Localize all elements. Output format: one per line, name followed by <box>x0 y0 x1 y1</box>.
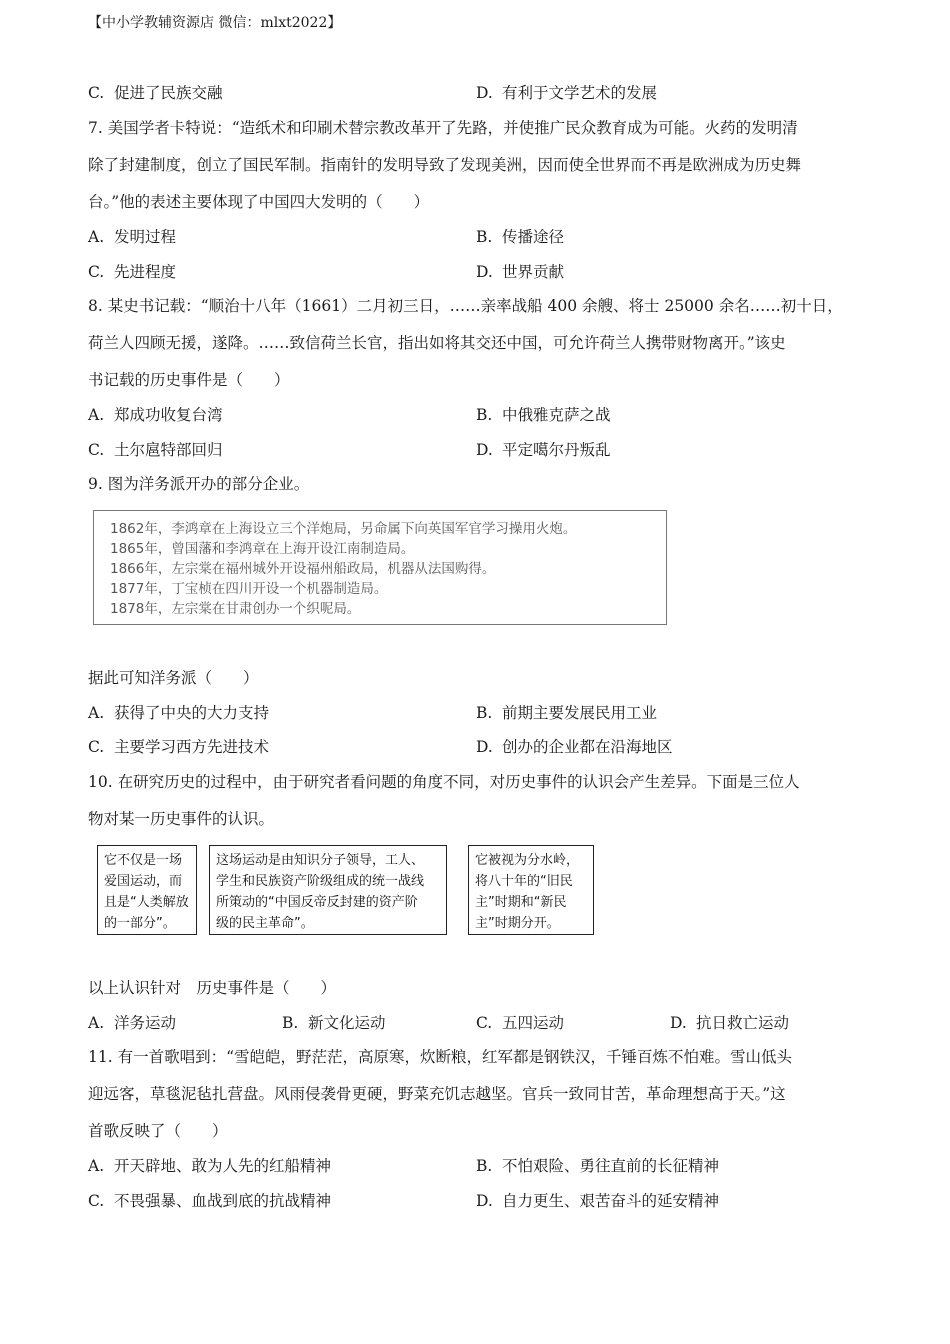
q7-option-c[interactable]: C. 先进程度 <box>88 263 177 281</box>
table-row: 1878年，左宗棠在甘肃创办一个织呢局。 <box>110 601 361 617</box>
q7-stem-line: 7. 美国学者卡特说：“造纸术和印刷术替宗教改革开了先路，并使推广民众教育成为可能。火药的发明清 <box>88 119 798 137</box>
q11-option-c[interactable]: C. 不畏强暴、血战到底的抗战精神 <box>88 1192 332 1210</box>
q8-option-d[interactable]: D. 平定噶尔丹叛乱 <box>476 441 611 459</box>
q9-stem: 9. 图为洋务派开办的部分企业。 <box>88 475 310 493</box>
q7-option-d[interactable]: D. 世界贡献 <box>476 263 565 281</box>
q11-option-b[interactable]: B. 不怕艰险、勇往直前的长征精神 <box>476 1157 720 1175</box>
q10-option-a[interactable]: A. 洋务运动 <box>88 1014 177 1032</box>
q6-option-d[interactable]: D. 有利于文学艺术的发展 <box>476 84 658 102</box>
q8-option-b[interactable]: B. 中俄雅克萨之战 <box>476 406 611 424</box>
q11-option-d[interactable]: D. 自力更生、艰苦奋斗的延安精神 <box>476 1192 720 1210</box>
q8-stem-line: 荷兰人四顾无援，遂降。……致信荷兰长官，指出如将其交还中国，可允许荷兰人携带财物离开。”该史 <box>88 334 786 352</box>
q10-view-box-3: 它被视为分水岭， 将八十年的“旧民 主”时期和“新民 主”时期分开。 <box>468 845 594 935</box>
q9-option-b[interactable]: B. 前期主要发展民用工业 <box>476 704 658 722</box>
q10-stem-line: 10. 在研究历史的过程中，由于研究者看问题的角度不同，对历史事件的认识会产生差异。下面是三位人 <box>88 773 800 791</box>
q10-option-b[interactable]: B. 新文化运动 <box>282 1014 386 1032</box>
q11-option-a[interactable]: A. 开天辟地、敢为人先的红船精神 <box>88 1157 332 1175</box>
q11-stem-line: 首歌反映了（ ） <box>88 1122 228 1140</box>
q7-option-b[interactable]: B. 传播途径 <box>476 228 565 246</box>
q9-option-d[interactable]: D. 创办的企业都在沿海地区 <box>476 738 673 756</box>
q9-enterprise-table <box>93 510 667 625</box>
q7-option-a[interactable]: A. 发明过程 <box>88 228 177 246</box>
table-row: 1865年，曾国藩和李鸿章在上海开设江南制造局。 <box>110 541 415 557</box>
q11-stem-line: 迎远客，草毯泥毡扎营盘。风雨侵袭骨更硬，野菜充饥志越坚。官兵一致同甘苦，革命理想高于天。”这 <box>88 1085 786 1103</box>
q7-stem-line: 除了封建制度，创立了国民军制。指南针的发明导致了发现美洲，因而使全世界而不再是欧洲成为历史舞 <box>88 156 802 174</box>
q9-question: 据此可知洋务派（ ） <box>88 669 259 687</box>
q9-option-a[interactable]: A. 获得了中央的大力支持 <box>88 704 270 722</box>
table-row: 1866年，左宗棠在福州城外开设福州船政局，机器从法国购得。 <box>110 561 496 577</box>
q9-option-c[interactable]: C. 主要学习西方先进技术 <box>88 738 270 756</box>
q10-view-box-1: 它不仅是一场 爱国运动，而 且是“人类解放 的一部分”。 <box>97 845 197 935</box>
page-header: 【中小学教辅资源店 微信：mlxt2022】 <box>88 15 342 31</box>
q10-view-box-2: 这场运动是由知识分子领导，工人、 学生和民族资产阶级组成的统一战线 所策动的“中国反帝反封建的资产阶 级的民主革命”。 <box>209 845 447 935</box>
q8-option-a[interactable]: A. 郑成功收复台湾 <box>88 406 223 424</box>
q8-stem-line: 8. 某史书记载：“顺治十八年（1661）二月初三日，……亲率战船 400 余艘、将士 25000 余名……初十日， <box>88 297 843 315</box>
q10-stem-line: 物对某一历史事件的认识。 <box>88 810 275 828</box>
table-row: 1877年，丁宝桢在四川开设一个机器制造局。 <box>110 581 388 597</box>
q8-stem-line: 书记载的历史事件是（ ） <box>88 371 290 389</box>
table-row: 1862年，李鸿章在上海设立三个洋炮局，另命属下向英国军官学习操用火炮。 <box>110 521 577 537</box>
q10-option-d[interactable]: D. 抗日救亡运动 <box>670 1014 790 1032</box>
q7-stem-line: 台。”他的表述主要体现了中国四大发明的（ ） <box>88 193 430 211</box>
q8-option-c[interactable]: C. 土尔扈特部回归 <box>88 441 223 459</box>
q10-option-c[interactable]: C. 五四运动 <box>476 1014 565 1032</box>
q6-option-c[interactable]: C. 促进了民族交融 <box>88 84 223 102</box>
q11-stem-line: 11. 有一首歌唱到：“雪皑皑，野茫茫，高原寒，炊断粮，红军都是钢铁汉，千锤百炼不怕难。雪山低头 <box>88 1048 793 1066</box>
q10-question: 以上认识针对 历史事件是（ ） <box>88 979 337 997</box>
